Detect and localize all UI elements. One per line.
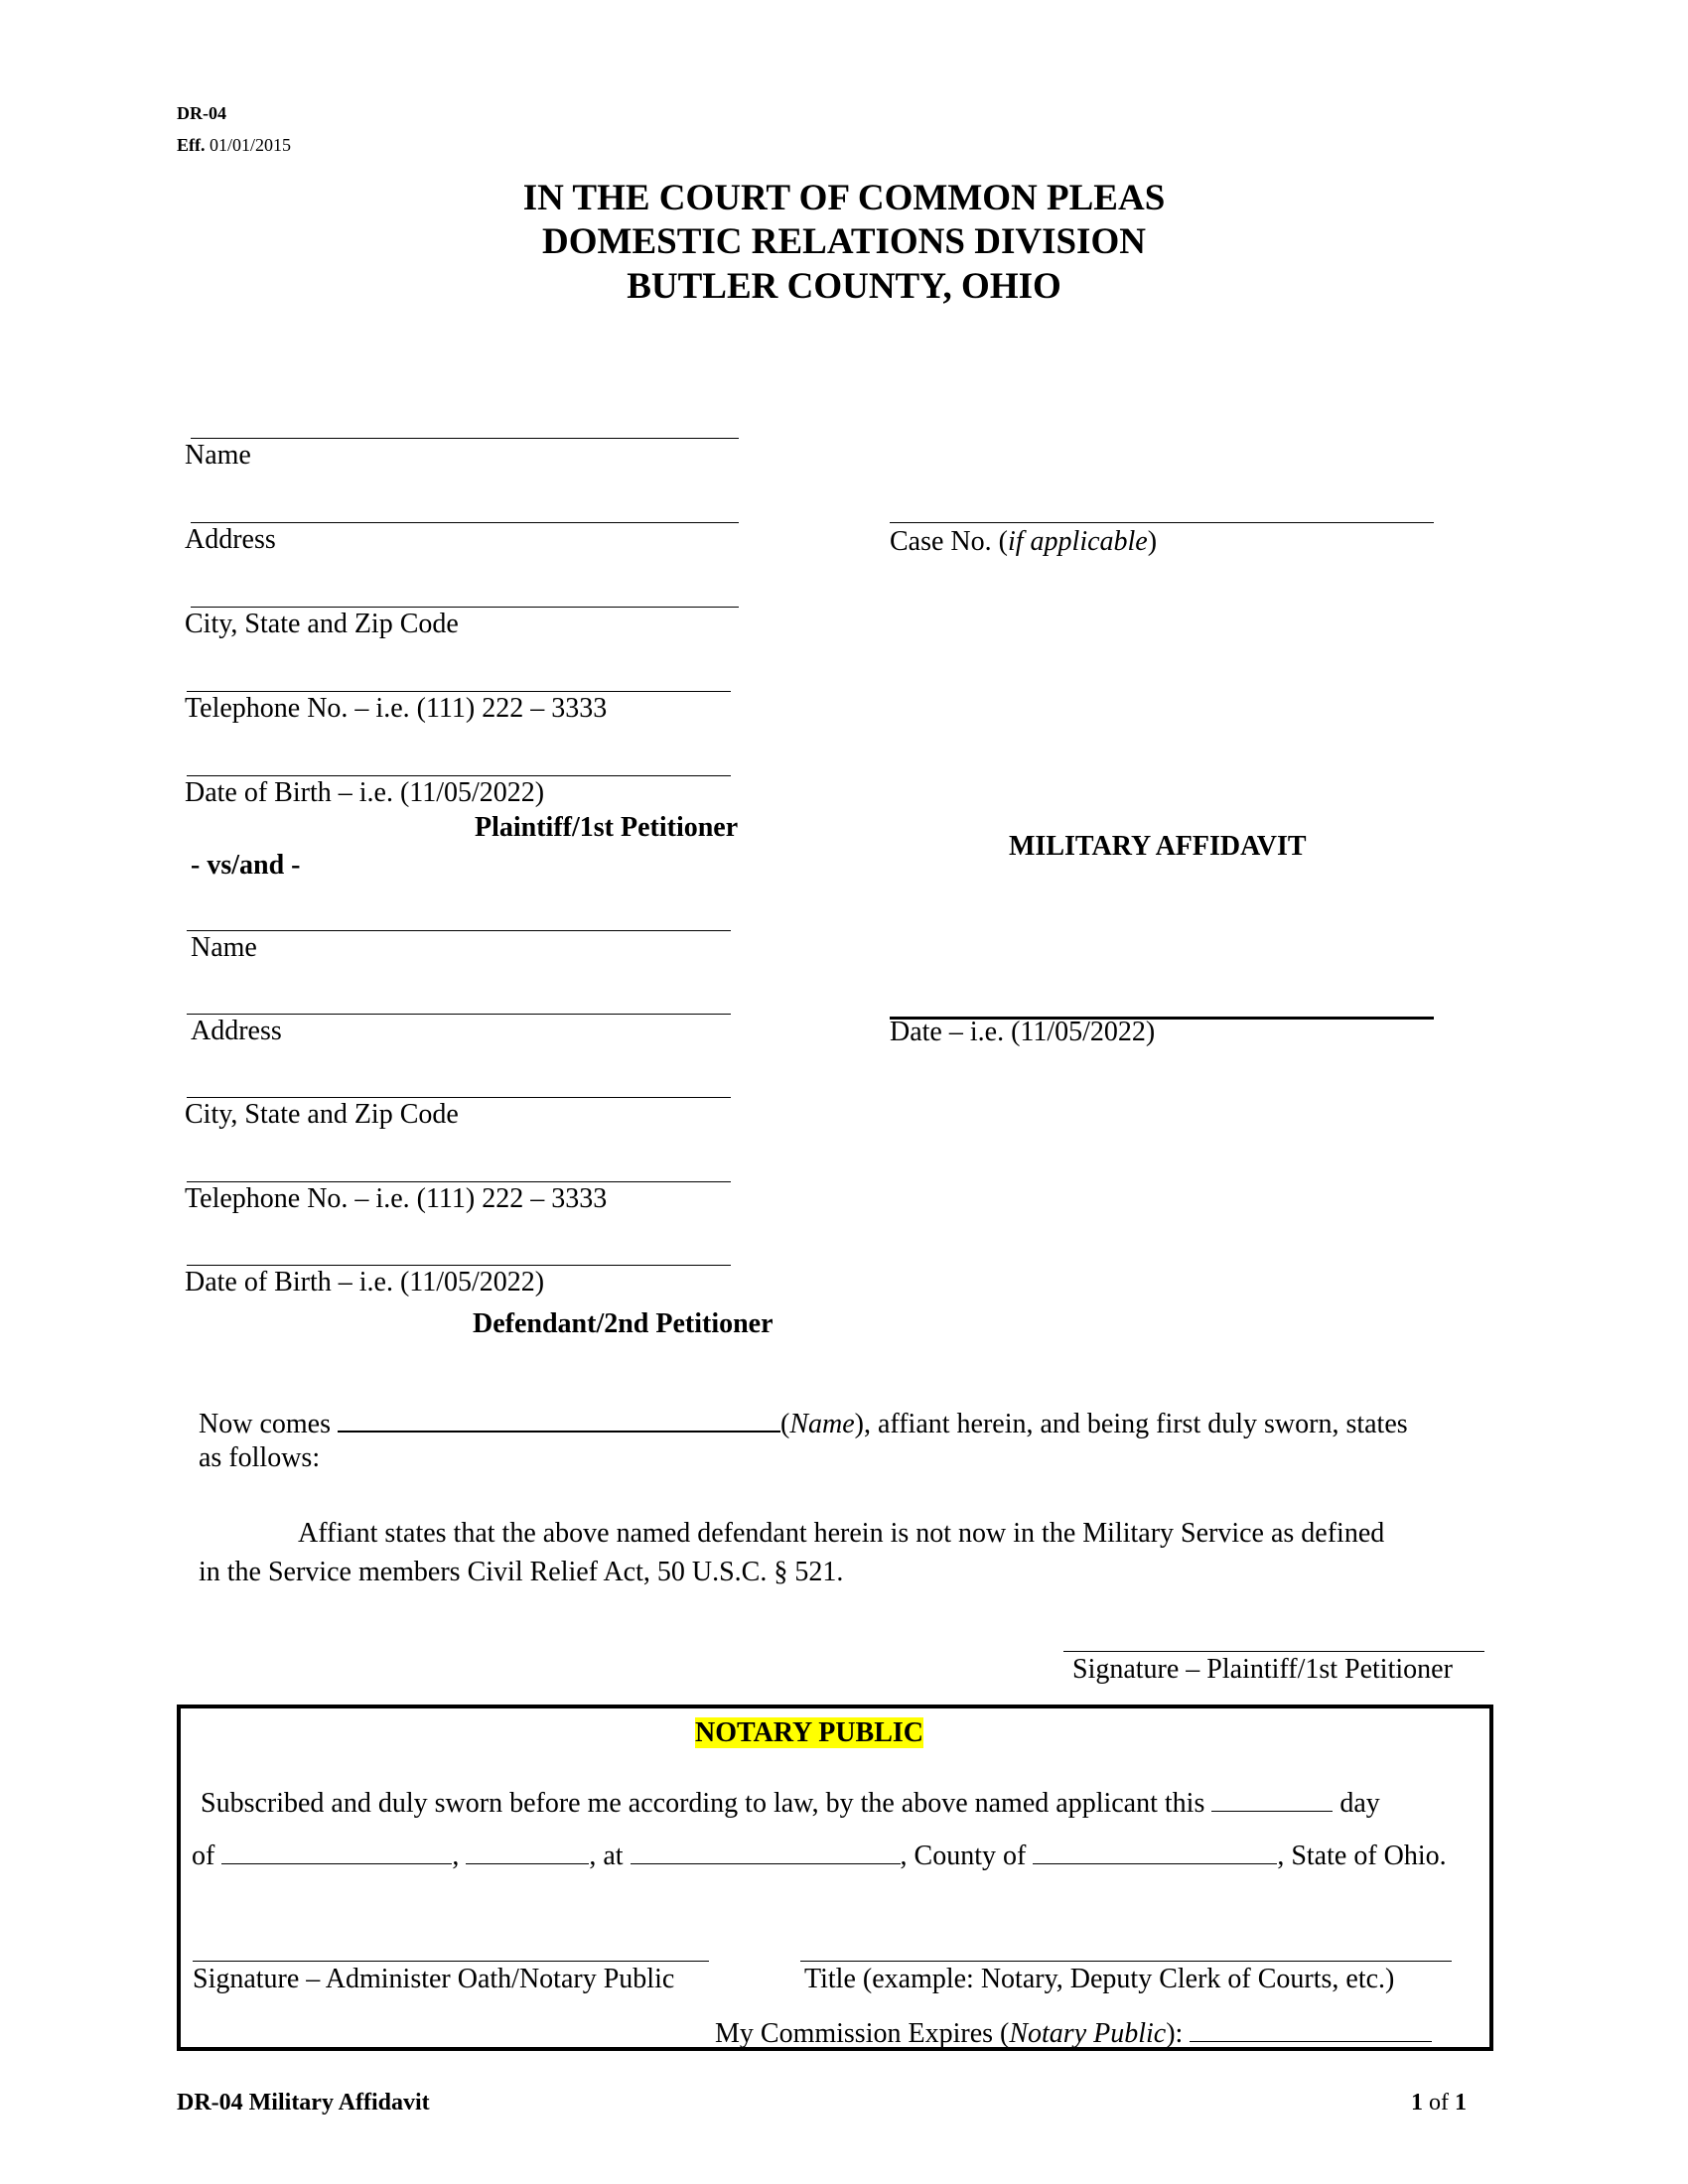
plaintiff-address-label: Address	[185, 524, 276, 555]
county-blank[interactable]	[1033, 1838, 1277, 1864]
commission-blank[interactable]	[1190, 2015, 1432, 2042]
versus-label: - vs/and -	[191, 850, 301, 881]
plaintiff-name-label: Name	[185, 440, 251, 471]
plaintiff-city-line[interactable]	[191, 607, 739, 608]
commission-prefix: My Commission Expires (	[715, 2018, 1010, 2049]
affidavit-intro-line: Now comes (Name), affiant herein, and being first duly sworn, states	[199, 1405, 1408, 1440]
case-label-text: Case No. (	[890, 526, 1008, 557]
plaintiff-phone-line[interactable]	[187, 691, 731, 692]
statement-line-1: Affiant states that the above named defendant herein is not now in the Military Service as defined	[298, 1518, 1385, 1549]
after-name-text: ), affiant herein, and being first duly sworn, states	[854, 1409, 1408, 1439]
notary-title-label: Title (example: Notary, Deputy Clerk of Courts, etc.)	[804, 1964, 1395, 1994]
notary-title-line[interactable]	[800, 1961, 1452, 1962]
notary-line-1	[201, 1785, 1380, 1820]
plaintiff-name-line[interactable]	[191, 438, 739, 439]
notary-line1-text: Subscribed and duly sworn before me according to law, by the above named applicant this	[201, 1788, 1205, 1819]
defendant-dob-line[interactable]	[187, 1265, 731, 1266]
affiant-name-blank[interactable]	[338, 1405, 780, 1433]
case-label-italic: if applicable	[1007, 526, 1148, 557]
month-blank[interactable]	[221, 1838, 452, 1864]
plaintiff-dob-label: Date of Birth – i.e. (11/05/2022)	[185, 777, 545, 808]
defendant-city-label: City, State and Zip Code	[185, 1099, 459, 1130]
plaintiff-city-label: City, State and Zip Code	[185, 609, 459, 639]
plaintiff-signature-line[interactable]	[1063, 1651, 1484, 1652]
notary-signature-line[interactable]	[193, 1961, 709, 1962]
defendant-phone-label: Telephone No. – i.e. (111) 222 – 3333	[185, 1183, 608, 1214]
effective-date-value: 01/01/2015	[210, 135, 292, 155]
notary-title-text: NOTARY PUBLIC	[695, 1717, 924, 1748]
commission-italic: Notary Public	[1009, 2018, 1167, 2049]
defendant-address-line[interactable]	[187, 1014, 731, 1015]
date-label: Date – i.e. (11/05/2022)	[890, 1017, 1156, 1047]
court-line-2: DOMESTIC RELATIONS DIVISION	[542, 221, 1146, 262]
case-number-line[interactable]	[890, 522, 1434, 523]
day-blank[interactable]	[1211, 1785, 1333, 1812]
page-of-text: of	[1429, 2090, 1449, 2116]
defendant-role: Defendant/2nd Petitioner	[473, 1308, 774, 1339]
form-code: DR-04	[177, 103, 226, 123]
notary-day-text: day	[1339, 1788, 1380, 1819]
plaintiff-phone-label: Telephone No. – i.e. (111) 222 – 3333	[185, 693, 608, 724]
notary-state-text: , State of Ohio.	[1277, 1841, 1447, 1871]
notary-signature-label: Signature – Administer Oath/Notary Public	[193, 1964, 675, 1994]
location-blank[interactable]	[631, 1838, 901, 1864]
notary-comma: ,	[452, 1841, 460, 1871]
court-line-3: BUTLER COUNTY, OHIO	[627, 266, 1061, 307]
notary-line-2	[192, 1838, 1447, 1872]
commission-suffix: ):	[1166, 2018, 1184, 2049]
plaintiff-role: Plaintiff/1st Petitioner	[475, 812, 739, 843]
defendant-dob-label: Date of Birth – i.e. (11/05/2022)	[185, 1267, 545, 1297]
plaintiff-dob-line[interactable]	[187, 775, 731, 776]
notary-box	[177, 1705, 1493, 2051]
page-number	[1411, 2090, 1467, 2116]
case-number-label	[890, 526, 1157, 558]
effective-prefix: Eff.	[177, 135, 206, 155]
as-follows-text: as follows:	[199, 1442, 321, 1473]
plaintiff-address-line[interactable]	[191, 522, 739, 523]
commission-expires	[715, 2015, 1432, 2050]
document-title: MILITARY AFFIDAVIT	[1009, 831, 1307, 862]
name-italic-text: Name	[789, 1409, 855, 1439]
defendant-phone-line[interactable]	[187, 1181, 731, 1182]
defendant-name-label: Name	[191, 932, 257, 963]
notary-of-text: of	[192, 1841, 215, 1871]
plaintiff-signature-label: Signature – Plaintiff/1st Petitioner	[1072, 1654, 1453, 1685]
notary-title	[695, 1717, 923, 1749]
statement-line-2: in the Service members Civil Relief Act, 50 U.S.C. § 521.	[199, 1557, 844, 1587]
defendant-address-label: Address	[191, 1016, 282, 1046]
page-current: 1	[1411, 2090, 1423, 2116]
effective-date	[177, 135, 291, 156]
now-comes-text: Now comes	[199, 1409, 331, 1439]
case-label-end: )	[1147, 526, 1158, 557]
court-line-1: IN THE COURT OF COMMON PLEAS	[522, 178, 1166, 218]
notary-county-text: , County of	[900, 1841, 1027, 1871]
page-total: 1	[1455, 2090, 1467, 2116]
year-blank[interactable]	[466, 1838, 589, 1864]
defendant-city-line[interactable]	[187, 1097, 731, 1098]
footer-form-name: DR-04 Military Affidavit	[177, 2090, 430, 2116]
defendant-name-line[interactable]	[187, 930, 731, 931]
notary-at-text: , at	[589, 1841, 624, 1871]
